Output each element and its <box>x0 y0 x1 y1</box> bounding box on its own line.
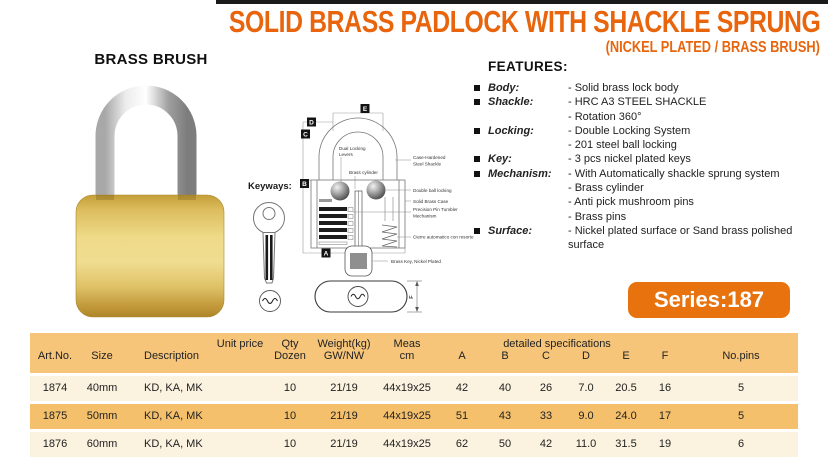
column-header: B <box>501 350 509 362</box>
finish-label: BRASS BRUSH <box>94 51 208 68</box>
callout-double-ball: Double ball locking <box>413 188 452 193</box>
column-header: Art.No. <box>37 350 73 362</box>
feature-line: - Solid brass lock body <box>568 82 679 94</box>
table-cell <box>214 376 266 401</box>
pin-tumbler-stack <box>319 199 353 245</box>
shackle-collar-left <box>96 195 114 200</box>
table-cell: 1874 <box>42 382 68 394</box>
square-bullet-icon <box>474 99 480 105</box>
table-cell: KD, KA, MK <box>144 438 203 450</box>
bottom-view <box>315 281 422 312</box>
feature-row <box>470 167 828 224</box>
features-heading: FEATURES: <box>488 59 568 74</box>
callout-spring: Cierre automatico con resorte <box>413 234 474 240</box>
table-cell: 9.0 <box>578 410 594 422</box>
feature-lines <box>568 152 828 166</box>
column-header: Unit price <box>216 338 264 350</box>
table-cell: 21/19 <box>330 438 358 450</box>
features-list <box>470 81 828 253</box>
page-subtitle: (NICKEL PLATED / BRASS BRUSH) <box>605 39 820 57</box>
specification-table <box>30 333 798 457</box>
square-bullet-icon <box>474 156 480 162</box>
table-cell: 44x19x25 <box>383 438 431 450</box>
column-header: Qty Dozen <box>274 338 306 362</box>
table-cell: 10 <box>283 438 297 450</box>
feature-label: Mechanism: <box>488 167 552 180</box>
table-header-row <box>30 333 798 373</box>
shackle-collar-right <box>178 195 196 200</box>
table-row <box>30 376 798 401</box>
callout-brass-case: Solid Brass Case <box>413 199 449 204</box>
page-header <box>81 5 820 57</box>
column-header: A <box>458 350 466 362</box>
lock-body <box>76 195 224 317</box>
svg-text:Steel Shackle: Steel Shackle <box>413 161 442 167</box>
table-cell: 42 <box>539 438 553 450</box>
feature-line: - Nickel plated surface or Sand brass polished surface <box>568 224 793 252</box>
table-cell: KD, KA, MK <box>144 410 203 422</box>
table-cell: 50mm <box>86 410 118 422</box>
column-header: C <box>542 350 550 362</box>
feature-row <box>470 95 828 124</box>
column-header: D <box>582 350 590 362</box>
square-bullet-icon <box>474 85 480 91</box>
table-cell: 42 <box>455 382 469 394</box>
column-header: Meas cm <box>393 338 421 362</box>
square-bullet-icon <box>474 128 480 134</box>
feature-row <box>470 224 828 253</box>
key-in-cylinder <box>345 191 372 276</box>
feature-line: - Brass cylinder <box>568 182 644 195</box>
column-header: Weight(kg) GW/NW <box>317 338 371 362</box>
shackle <box>105 95 187 205</box>
table-cell: 7.0 <box>578 382 594 394</box>
locking-ball-right <box>367 181 386 200</box>
feature-label: Shackle: <box>488 96 534 109</box>
table-cell: 16 <box>658 382 672 394</box>
table-cell: 10 <box>283 382 297 394</box>
column-header: No.pins <box>722 350 760 362</box>
table-cell: 62 <box>455 438 469 450</box>
feature-line: - HRC A3 STEEL SHACKLE <box>568 96 707 109</box>
feature-label: Surface: <box>488 224 533 237</box>
feature-lines <box>568 95 828 124</box>
table-cell: 5 <box>737 382 745 394</box>
table-cell <box>214 432 266 457</box>
table-row <box>30 432 798 457</box>
feature-label: Locking: <box>488 124 534 137</box>
table-cell: 44x19x25 <box>383 410 431 422</box>
table-body <box>30 376 798 457</box>
table-cell: 31.5 <box>615 438 637 450</box>
table-cell: 11.0 <box>575 438 597 450</box>
svg-text:E: E <box>362 106 368 113</box>
feature-lines <box>568 167 828 224</box>
square-bullet-icon <box>474 228 480 234</box>
table-cell: 10 <box>283 410 297 422</box>
feature-row <box>470 124 828 153</box>
svg-text:C: C <box>303 131 308 139</box>
feature-line: - Rotation 360° <box>568 110 642 123</box>
table-cell: 26 <box>539 382 553 394</box>
column-header: Size <box>91 350 113 362</box>
feature-lines <box>568 224 828 253</box>
callout-pin-tumbler: Precision Pin Tumbler <box>413 207 458 212</box>
key-blank-drawing <box>254 203 285 284</box>
column-header: F <box>661 350 669 362</box>
locking-ball-left <box>331 182 350 201</box>
table-row <box>30 404 798 429</box>
feature-lines <box>568 81 828 95</box>
callout-brass-cylinder: Brass cylinder <box>349 170 378 175</box>
table-cell: 1876 <box>42 438 68 450</box>
svg-text:A: A <box>323 250 329 258</box>
svg-text:Mechanism: Mechanism <box>413 213 437 219</box>
column-header: E <box>622 350 630 362</box>
feature-line: - With Automatically shackle sprung system <box>568 167 780 180</box>
series-badge: Series:187 <box>628 282 790 318</box>
table-cell: 43 <box>498 410 512 422</box>
feature-line: - Double Locking System <box>568 124 691 137</box>
table-cell: 1875 <box>42 410 68 422</box>
feature-line: - 201 steel ball locking <box>568 139 677 152</box>
padlock-photo <box>70 80 230 325</box>
detailed-specifications-label: detailed specifications <box>503 338 611 350</box>
table-cell: 20.5 <box>615 382 637 394</box>
feature-lines <box>568 124 828 153</box>
table-cell: 40 <box>498 382 512 394</box>
table-cell: 24.0 <box>615 410 637 422</box>
table-cell: KD, KA, MK <box>144 382 203 394</box>
feature-line: - 3 pcs nickel plated keys <box>568 153 691 166</box>
features-panel <box>470 59 828 253</box>
table-cell: 40mm <box>86 382 118 394</box>
callout-dual-locking: Dual Locking <box>339 146 366 151</box>
dim-f-label: F <box>409 295 415 299</box>
callout-shackle: Case-Hardened <box>413 155 446 160</box>
table-cell: 51 <box>455 410 469 422</box>
keyway-profile <box>260 291 281 312</box>
shackle-spring <box>382 197 397 247</box>
table-cell: 33 <box>539 410 553 422</box>
feature-label: Key: <box>488 153 512 166</box>
svg-text:D: D <box>309 119 314 127</box>
column-header: Description <box>144 350 200 362</box>
square-bullet-icon <box>474 171 480 177</box>
feature-line: - Anti pick mushroom pins <box>568 196 694 209</box>
feature-row <box>470 152 828 166</box>
feature-label: Body: <box>488 82 520 94</box>
svg-text:B: B <box>302 181 307 188</box>
table-cell: 5 <box>737 410 745 422</box>
table-cell <box>214 404 266 429</box>
svg-text:Levers: Levers <box>339 152 353 157</box>
table-cell: 50 <box>498 438 512 450</box>
table-cell: 21/19 <box>330 410 358 422</box>
feature-row <box>470 81 828 95</box>
callout-brass-key: Brass Key, Nickel Plated <box>391 259 441 264</box>
keyways-label: Keyways: <box>248 181 292 192</box>
table-cell: 19 <box>658 438 672 450</box>
page-title: SOLID BRASS PADLOCK WITH SHACKLE SPRUNG <box>228 4 820 39</box>
table-cell: 17 <box>658 410 672 422</box>
table-cell: 44x19x25 <box>383 382 431 394</box>
feature-line: - Brass pins <box>568 210 627 223</box>
table-cell: 21/19 <box>330 382 358 394</box>
table-cell: 60mm <box>86 438 118 450</box>
table-cell: 6 <box>737 438 745 450</box>
